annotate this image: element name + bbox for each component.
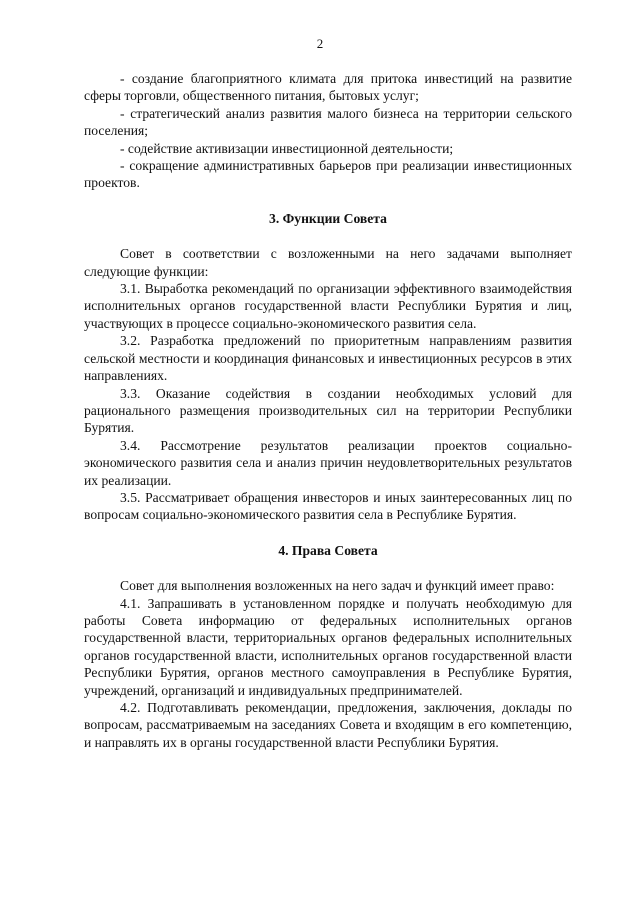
intro-item: - содействие активизации инвестиционной деятельности;: [120, 140, 454, 156]
intro-item: - создание благоприятного климата для притока инвестиций на развитие сферы торговли, общественного питания, бытовых услуг;: [84, 71, 572, 104]
section-4-item: 4.2. Подготавливать рекомендации, предложения, заключения, доклады по вопросам, рассматриваемым на заседаниях Совета и входящим в его компетенцию, и направлять их в органы государственной власти Республики Бурятия.: [84, 700, 572, 750]
section-3-item: 3.4. Рассмотрение результатов реализации проектов социально-экономического развития села и анализ причин неудовлетворительных результатов их реализации.: [84, 437, 572, 488]
page-number: 2: [316, 36, 324, 51]
section-3-item: 3.5. Рассматривает обращения инвесторов и иных заинтересованных лиц по вопросам социально-экономического развития села в Республике Бурятия.: [84, 489, 572, 523]
intro-item: - сокращение административных барьеров при реализации инвестиционных проектов.: [84, 158, 572, 191]
section-3-item: 3.3. Оказание содействия в создании необходимых условий для рационального размещения производительных сил на территории Республики Бурятия.: [84, 385, 572, 436]
intro-list: [84, 70, 572, 192]
section-4-lead: Совет для выполнения возложенных на него задач и функций имеет право:: [120, 578, 555, 594]
section-4-heading: 4. Права Совета: [278, 542, 378, 558]
section-3-heading: 3. Функции Совета: [269, 210, 387, 226]
section-4-item: 4.1. Запрашивать в установленном порядке и получать необходимую для работы Совета информацию от федеральных исполнительных органов государственной власти, территориальных органов федеральных исполнительных органов государственной власти, исполнительных органов государственной власти Республики Бурятия, органов местного самоуправления в Республике Бурятия, учреждений, организаций и индивидуальных предпринимателей.: [84, 595, 572, 698]
section-3-body: [84, 245, 572, 524]
document-body: [84, 70, 572, 751]
section-3-lead: Совет в соответствии с возложенными на него задачами выполняет следующие функции:: [84, 246, 572, 279]
intro-item: - стратегический анализ развития малого бизнеса на территории сельского поселения;: [84, 105, 572, 139]
section-4-body: [84, 577, 572, 751]
section-3-item: 3.1. Выработка рекомендаций по организации эффективного взаимодействия исполнительных органов государственной власти Республики Бурятия и лиц, участвующих в процессе социально-экономического развития села.: [84, 281, 572, 331]
section-3-item: 3.2. Разработка предложений по приоритетным направлениям развития сельской местности и координация финансовых и инвестиционных ресурсов в этих направлениях.: [84, 333, 572, 384]
